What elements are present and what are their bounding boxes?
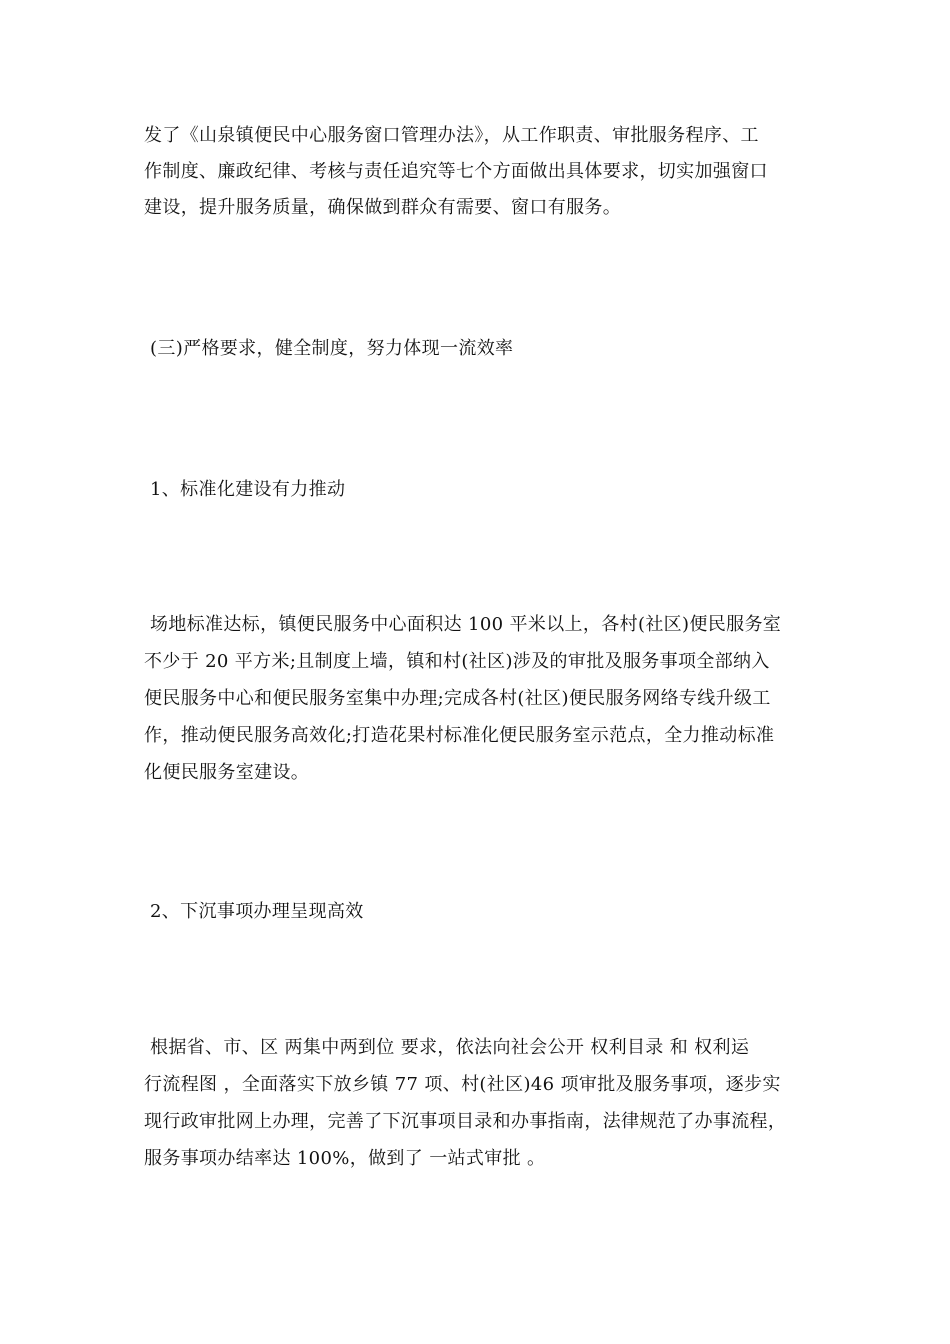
paragraph-line: 化便民服务室建设。 — [144, 762, 310, 783]
paragraph-line: 服务事项办结率达 100%，做到了 一站式审批 。 — [144, 1148, 546, 1169]
paragraph-line: 建设，提升服务质量，确保做到群众有需要、窗口有服务。 — [144, 197, 622, 218]
paragraph-line: 不少于 20 平方米;且制度上墙，镇和村(社区)涉及的审批及服务事项全部纳入 — [144, 651, 770, 672]
paragraph-line: 根据省、市、区 两集中两到位 要求，依法向社会公开 权利目录 和 权利运 — [150, 1037, 750, 1058]
paragraph-line: 作，推动便民服务高效化;打造花果村标准化便民服务室示范点，全力推动标准 — [144, 725, 775, 746]
paragraph-line: 发了《山泉镇便民中心服务窗口管理办法》，从工作职责、审批服务程序、工 — [144, 125, 759, 146]
paragraph-line: 作制度、廉政纪律、考核与责任追究等七个方面做出具体要求，切实加强窗口 — [144, 161, 768, 182]
subsection-heading: 2、下沉事项办理呈现高效 — [150, 901, 364, 922]
paragraph-line: 现行政审批网上办理，完善了下沉事项目录和办事指南，法律规范了办事流程， — [144, 1111, 787, 1132]
paragraph-line: 便民服务中心和便民服务室集中办理;完成各村(社区)便民服务网络专线升级工 — [144, 688, 771, 709]
section-heading: (三)严格要求，健全制度，努力体现一流效率 — [150, 338, 514, 359]
subsection-heading: 1、标准化建设有力推动 — [150, 479, 346, 500]
paragraph-line: 行流程图 ，全面落实下放乡镇 77 项、村(社区)46 项审批及服务事项，逐步实 — [144, 1074, 781, 1095]
paragraph-line: 场地标准达标，镇便民服务中心面积达 100 平米以上，各村(社区)便民服务室 — [150, 614, 782, 635]
